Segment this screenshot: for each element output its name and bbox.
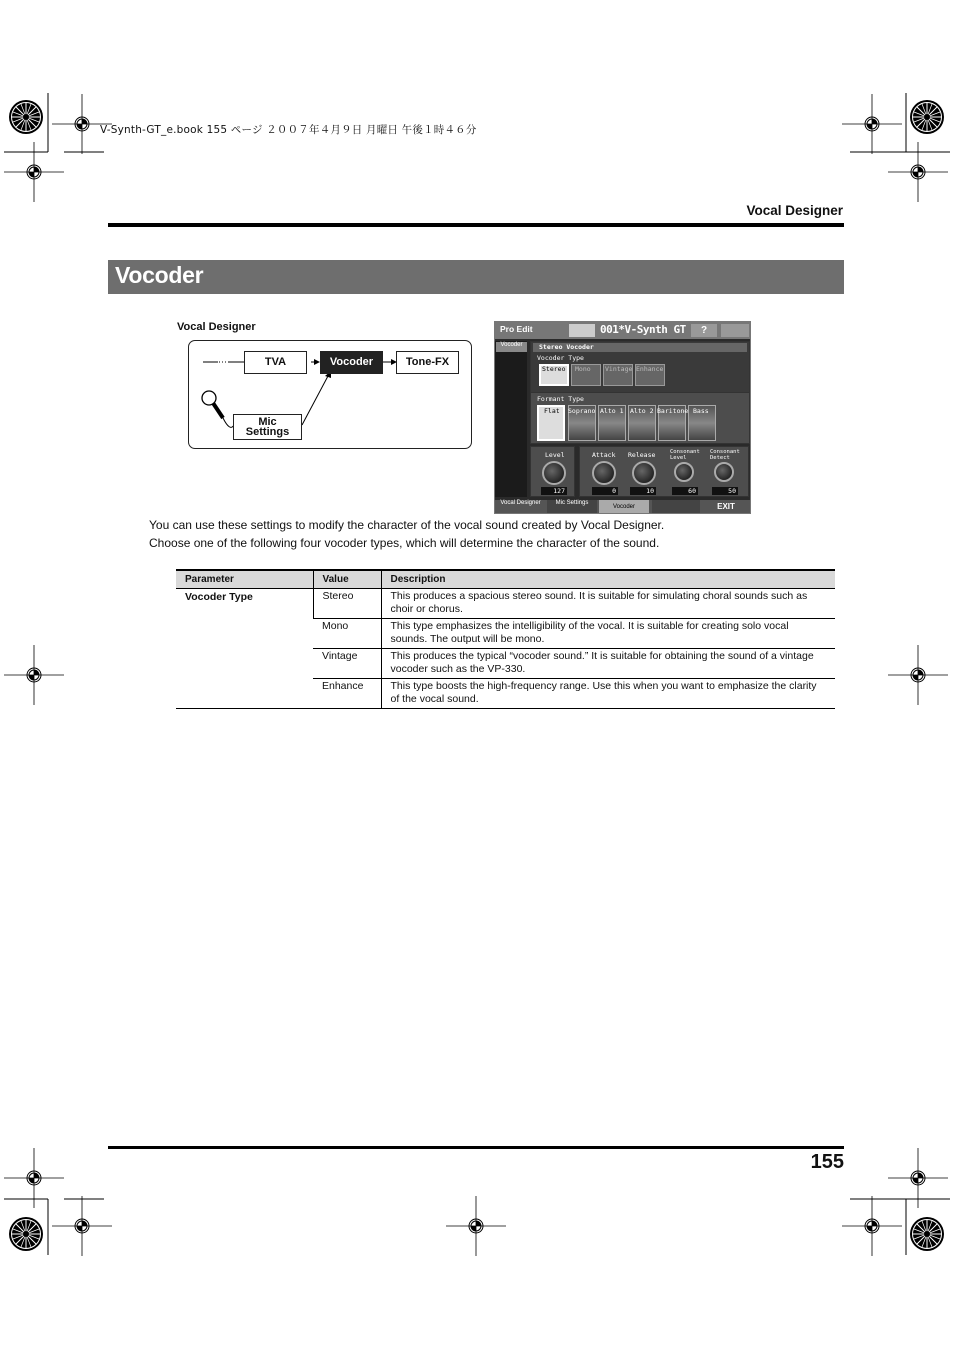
- consonant-detect-value: 50: [712, 487, 738, 495]
- exit-button[interactable]: EXIT: [717, 502, 735, 511]
- attack-value: 0: [592, 487, 618, 495]
- tab-mic-settings[interactable]: Mic Settings: [547, 500, 597, 514]
- formant-soprano-label: Soprano: [568, 407, 596, 415]
- formant-alto1-label: Alto 1: [600, 407, 624, 415]
- section-title-bar: [108, 260, 844, 294]
- row-description: [381, 588, 835, 618]
- tab-vocoder[interactable]: Vocoder: [599, 500, 649, 514]
- tva-block: TVA: [244, 351, 307, 374]
- desc-line: This type emphasizes the intelligibility of the vocal. It is suitable for creating solo vocal: [390, 619, 789, 632]
- running-header: Vocal Designer: [746, 203, 843, 218]
- consonant-detect-knob[interactable]: [714, 462, 734, 482]
- release-knob[interactable]: [632, 461, 656, 485]
- desc-line: choir or chorus.: [390, 602, 463, 615]
- row-description: [381, 678, 835, 708]
- level-label: Level: [545, 451, 565, 459]
- mic-settings-line1: Mic: [258, 416, 277, 428]
- list-button[interactable]: [721, 324, 749, 337]
- row-value: Vintage: [313, 648, 381, 678]
- formant-type-panel: [530, 392, 750, 444]
- screen-sidebar: [495, 341, 527, 497]
- header-value: Value: [313, 570, 381, 588]
- page-number: 155: [810, 1151, 844, 1173]
- panel-title: Stereo Vocoder: [539, 343, 594, 351]
- desc-line: This produces the typical “vocoder sound.” It is suitable for obtaining the sound of a vintage: [390, 649, 814, 662]
- table-row: [176, 588, 835, 618]
- vocoder-screen-capture: [494, 321, 751, 514]
- level-panel: [530, 446, 575, 497]
- level-knob[interactable]: [542, 461, 566, 485]
- envelope-panel: [579, 446, 749, 497]
- intro-paragraph-1: You can use these settings to modify the character of the vocal sound created by Vocal Designer.: [149, 518, 665, 532]
- mic-settings-block: [233, 414, 302, 440]
- sidebar-tab-vocoder[interactable]: Vocoder: [496, 342, 527, 352]
- attack-label: Attack: [592, 451, 616, 459]
- consonant-level-knob[interactable]: [674, 462, 694, 482]
- header-rule: [108, 223, 844, 227]
- desc-line: This type boosts the high-frequency range. Use this when you want to emphasize the clarity: [390, 679, 817, 692]
- row-description: [381, 648, 835, 678]
- desc-line: This produces a spacious stereo sound. It is suitable for simulating choral sounds such as: [390, 589, 808, 602]
- consonant-level-value: 60: [672, 487, 698, 495]
- release-label: Release: [628, 451, 656, 459]
- row-value: Stereo: [313, 588, 381, 618]
- row-description: [381, 618, 835, 648]
- microphone-icon: [202, 391, 234, 427]
- row-value: Mono: [313, 618, 381, 648]
- vocoder-type-label: Vocoder Type: [537, 354, 584, 362]
- formant-type-label: Formant Type: [537, 395, 584, 403]
- vocoder-type-mono-label: Mono: [575, 365, 591, 373]
- attack-knob[interactable]: [592, 461, 616, 485]
- intro-paragraph-2: Choose one of the following four vocoder types, which will determine the character of the sound.: [149, 536, 660, 550]
- vocoder-block: Vocoder: [320, 351, 383, 374]
- consonant-detect-label: Consonant Detect: [710, 449, 740, 461]
- header-parameter: Parameter: [176, 570, 313, 588]
- tab-icon[interactable]: [652, 500, 700, 514]
- release-value: 10: [630, 487, 656, 495]
- formant-baritone-label: Baritone: [657, 407, 689, 415]
- table-header-row: [176, 570, 835, 588]
- book-info-line: V-Synth-GT_e.book 155 ページ ２００７年４月９日 月曜日 午後１時４６分: [100, 124, 477, 136]
- vocoder-type-enhance-label: Enhance: [636, 365, 664, 373]
- vocoder-type-stereo-label: Stereo: [542, 365, 566, 373]
- parameter-table: [176, 569, 835, 709]
- tone-fx-block: Tone-FX: [396, 351, 459, 374]
- section-title: Vocoder: [115, 262, 204, 288]
- tone-icon: [569, 324, 595, 337]
- footer-rule: [108, 1146, 844, 1149]
- pro-edit-label: Pro Edit: [500, 324, 533, 334]
- desc-line: vocoder such as the VP-330.: [390, 662, 526, 675]
- help-button[interactable]: ?: [691, 324, 717, 337]
- formant-bass-label: Bass: [693, 407, 709, 415]
- tab-vocal-designer[interactable]: Vocal Designer: [500, 500, 541, 506]
- param-vocoder-type: Vocoder Type: [176, 588, 313, 708]
- desc-line: sounds. The output will be mono.: [390, 632, 545, 645]
- row-value: Enhance: [313, 678, 381, 708]
- header-description: Description: [381, 570, 835, 588]
- mic-settings-line2: Settings: [245, 426, 290, 438]
- desc-line: of the vocal sound.: [390, 692, 479, 705]
- formant-flat-label: Flat: [544, 407, 560, 415]
- tone-name: 001*V-Synth GT: [600, 323, 686, 336]
- consonant-level-label: Consonant Level: [670, 449, 700, 461]
- formant-alto2-label: Alto 2: [630, 407, 654, 415]
- level-value: 127: [541, 487, 567, 495]
- vocoder-type-panel: [530, 341, 750, 393]
- diagram-label: Vocal Designer: [177, 321, 256, 333]
- vocoder-type-vintage-label: Vintage: [605, 365, 633, 373]
